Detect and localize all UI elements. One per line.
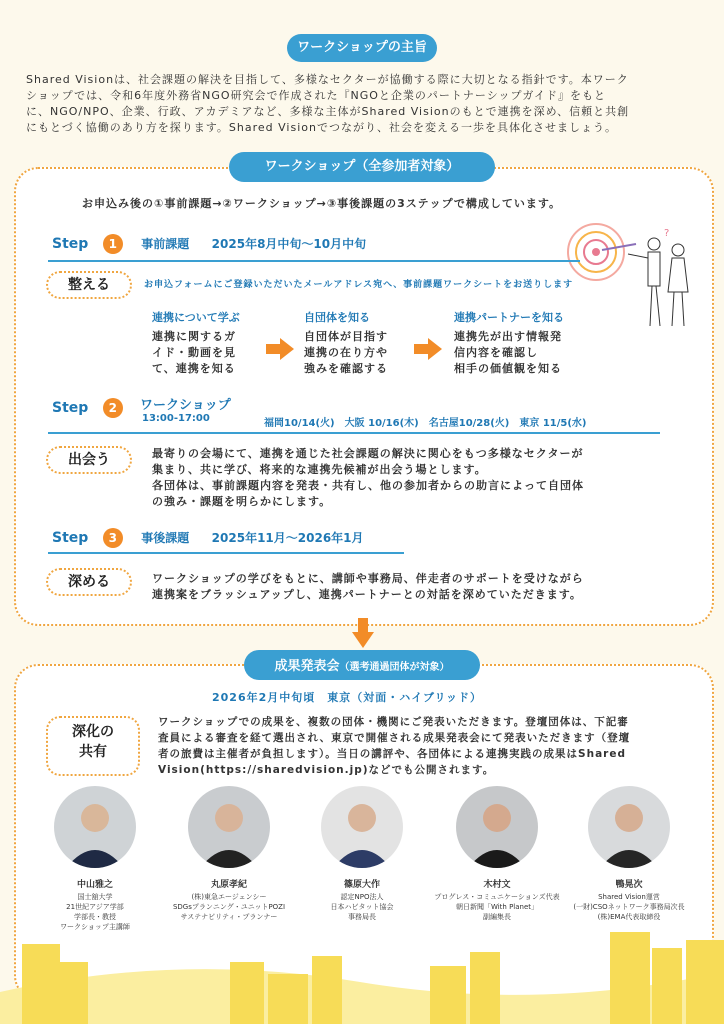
step1-tag: 整える [46, 271, 132, 299]
step2-venues: 福岡10/14(火) 大阪 10/16(木) 名古屋10/28(火) 東京 11/5(水) [264, 418, 587, 429]
step1-header [52, 234, 366, 254]
speaker-name-3: 篠原大作 [343, 880, 380, 890]
speaker-photo-1 [54, 786, 136, 868]
intro-text: Shared Visionは、社会課題の解決を目指して、多様なセクターが協働する際に大切となる指針です。本ワーク ショップでは、令和6年度外務省NGO研究会で作成された『NGOと企業のパートナーシップガイド』をもと に、NGO/NPO、企業、行政、アカデミアなど、多様な主体がShared Visionのもとで連携を深め、信頼と共創 にもとづく協働のあり方を探ります。Shared Visionでつながり、社会を変える一歩を具体化させましょう。 [26, 73, 630, 134]
step2-title: ワークショップ [140, 398, 231, 413]
speaker-role-2: (株)東急エージェンシー SDGsプランニング・ユニットPOZI サステナビリティ・プランナー [172, 893, 286, 921]
step3-date: 2025年11月～2026年1月 [211, 531, 364, 545]
speaker-photo-4 [456, 786, 538, 868]
speaker-role-4: プログレス・コミュニケーションズ代表 朝日新聞「With Planet」 副編集長 [434, 893, 560, 921]
step3-text: ワークショップの学びをもとに、講師や事務局、伴走者のサポートを受けながら 連携案をブラッシュアップし、連携パートナーとの対話を深めていただきます。 [152, 572, 584, 601]
step3-header [52, 528, 364, 548]
arrow-down-icon [352, 618, 374, 648]
speaker-name-2: 丸原孝紀 [210, 880, 247, 890]
speaker-photo-2 [188, 786, 270, 868]
arrow-right-icon [414, 338, 442, 360]
step1-col-3: 連携パートナーを知る 連携先が出す情報発 信内容を確認し 相手の価値観を知る [454, 311, 564, 375]
results-pill-sub: （選考通過団体が対象） [339, 662, 450, 673]
workshop-summary: お申込み後の①事前課題→②ワークショップ→③事後課題の3ステップで構成しています。 [82, 197, 562, 210]
step1-col-1: 連携について学ぶ 連携に関するガ イド・動画を見 て、連携を知る [152, 311, 240, 375]
step2-word: Step [52, 400, 89, 416]
results-text: ワークショップでの成果を、複数の団体・機関にご発表いただきます。登壇団体は、下記審 査員による審査を経て選出され、東京で開催される成果発表会にて発表いただきます（登壇 者の旅費は主催者が負担します）。当日の講評や、各団体による連携実践の成果はShared Vision(https://sharedvision.jp)などでも公開されます。 [158, 716, 631, 776]
step2-tag: 出会う [46, 446, 132, 474]
step2-time: 13:00-17:00 [142, 413, 210, 424]
speaker-role-1: 国士舘大学 21世紀アジア学部 学部長・教授 ワークショップ主講師 [60, 893, 130, 931]
speaker-name-4: 木村文 [483, 880, 511, 890]
purpose-title-pill: ワークショップの主旨 [287, 34, 437, 62]
results-pill [244, 650, 480, 680]
step2-header [52, 398, 123, 418]
step1-date: 2025年8月中旬〜10月中旬 [211, 237, 367, 251]
person-icon [628, 228, 688, 326]
results-tag: 深化の 共有 [46, 716, 140, 776]
step1-title: 事前課題 [141, 237, 190, 251]
step1-word: Step [52, 236, 89, 252]
step3-tag: 深める [46, 568, 132, 596]
step1-divider [48, 260, 580, 262]
results-date-place: 2026年2月中旬頃 東京（対面・ハイブリッド） [212, 691, 483, 704]
speaker-photo-5 [588, 786, 670, 868]
step1-note: お申込フォームにご登録いただいたメールアドレス宛へ、事前課題ワークシートをお送りします [144, 280, 574, 290]
speaker-role-3: 認定NPO法人 日本ハビタット協会 事務局長 [330, 893, 394, 921]
workshop-pill: ワークショップ（全参加者対象） [229, 152, 495, 182]
step2-divider [48, 432, 660, 434]
step1-col-2: 自団体を知る 自団体が目指す 連携の在り方や 強みを確認する [304, 311, 388, 375]
speaker-name-5: 鴨晃次 [615, 880, 643, 890]
speaker-name-1: 中山雅之 [76, 880, 113, 890]
step2-number: 2 [103, 398, 123, 418]
step1-number: 1 [103, 234, 123, 254]
step3-title: 事後課題 [141, 531, 190, 545]
results-pill-main: 成果発表会 [274, 659, 340, 674]
target-icon [568, 224, 636, 280]
svg-text:?: ? [664, 228, 670, 239]
step3-number: 3 [103, 528, 123, 548]
step2-text: 最寄りの会場にて、連携を通じた社会課題の解決に関心をもつ多様なセクターが 集まり、共に学び、将来的な連携先候補が出会う場とします。 各団体は、事前課題内容を発表・共有し、他の参加者からの助言によって自団体 の強み・課題を明らかにします。 [152, 447, 584, 508]
speaker-role-5: Shared Vision運営 (一財)CSOネットワーク事務局次長 (株)EMA代表取締役 [573, 893, 685, 921]
people-illustration [556, 222, 706, 334]
speaker-photo-3 [321, 786, 403, 868]
step3-word: Step [52, 530, 89, 546]
step3-divider [48, 552, 404, 554]
arrow-right-icon [266, 338, 294, 360]
